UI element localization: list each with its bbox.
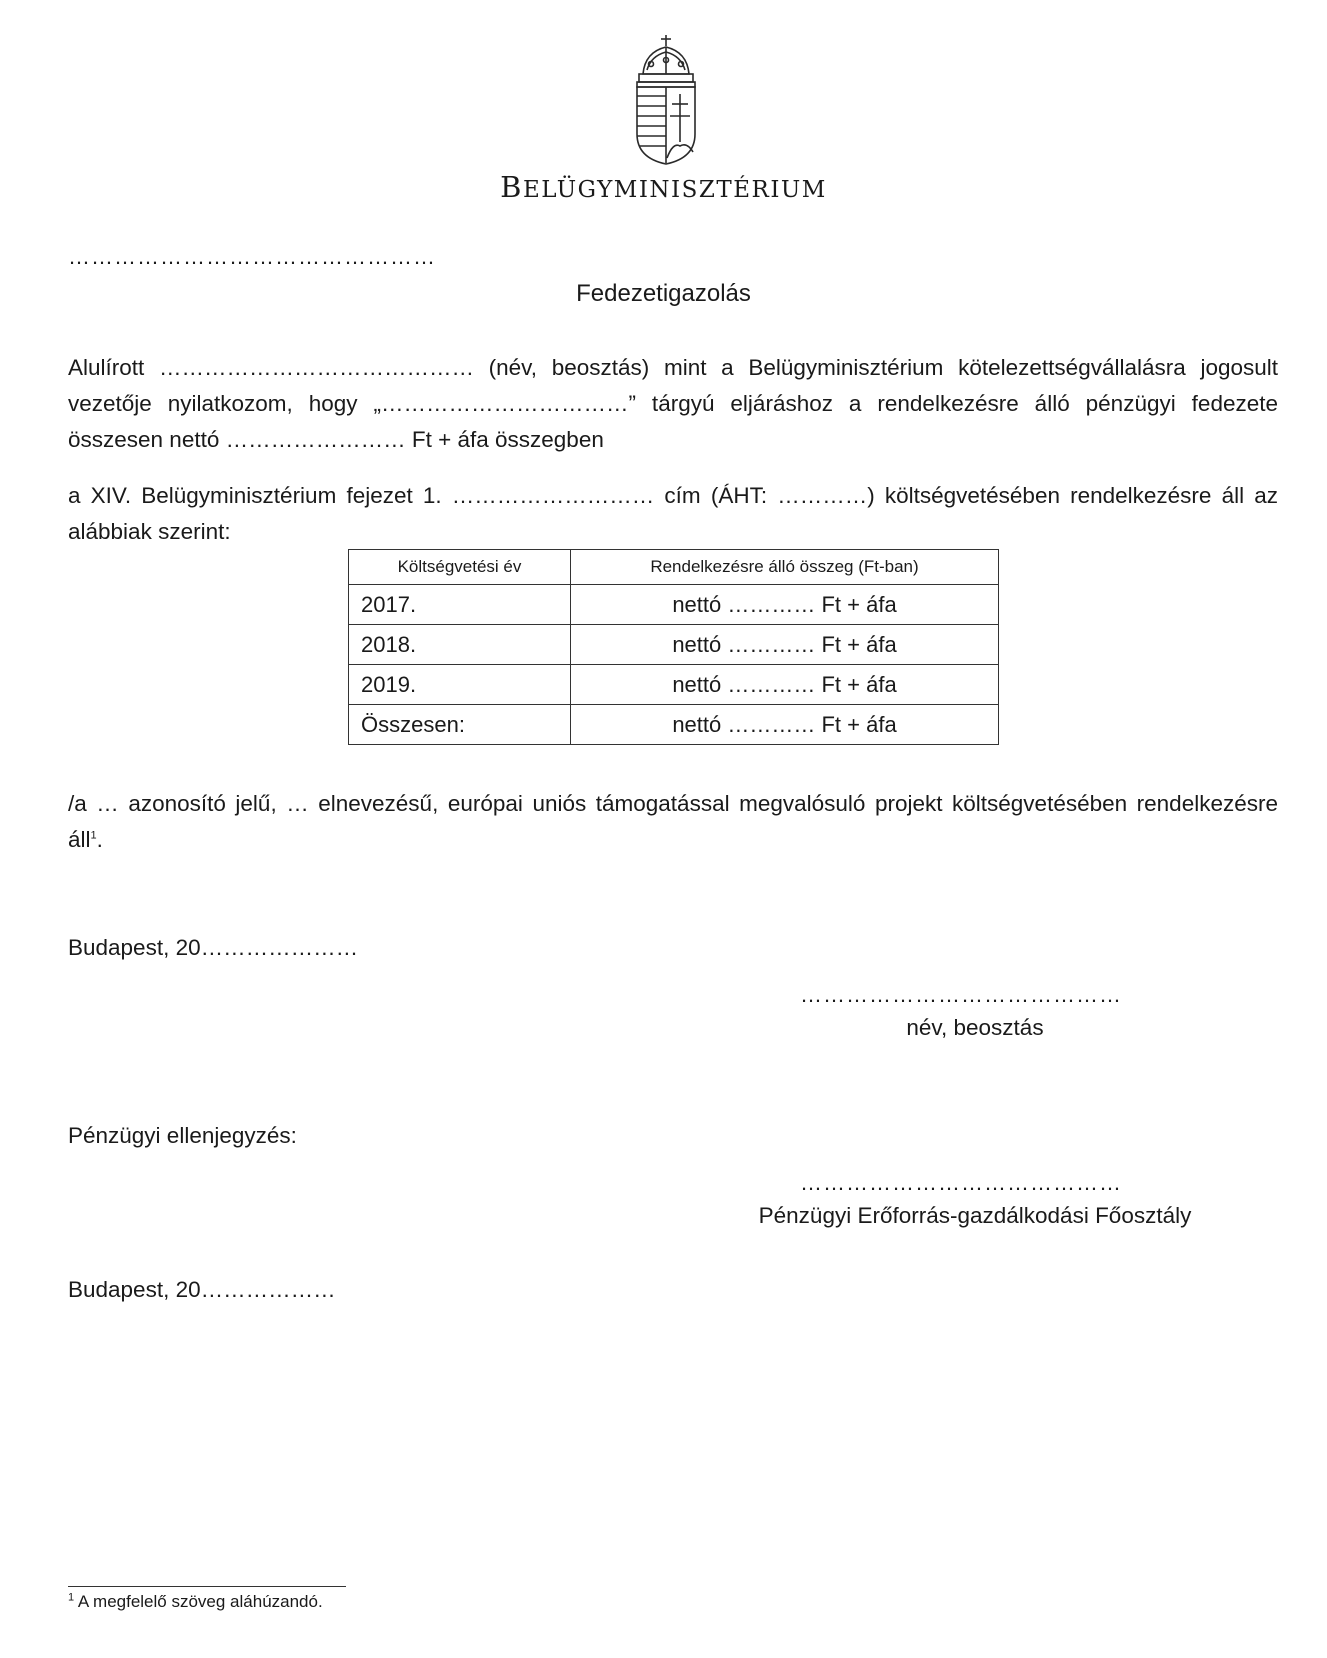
column-header-year: Költségvetési év xyxy=(349,550,571,585)
signature-label: név, beosztás xyxy=(906,1015,1044,1040)
table-row xyxy=(349,665,999,705)
table-row-total xyxy=(349,705,999,745)
eu-project-end: . xyxy=(96,827,103,852)
column-header-amount: Rendelkezésre álló összeg (Ft-ban) xyxy=(571,550,999,585)
eu-project-text: /a … azonosító jelű, … elnevezésű, európai uniós támogatással megvalósuló projekt költségvetésében rendelkezésre áll xyxy=(68,791,1278,852)
year-cell: Összesen: xyxy=(349,705,571,745)
table-row xyxy=(349,625,999,665)
amount-cell: nettó ………… Ft + áfa xyxy=(571,625,999,665)
footnote-text: A megfelelő szöveg aláhúzandó. xyxy=(74,1592,323,1611)
declaration-paragraph: Alulírott …………………………………… (név, beosztás) mint a Belügyminisztérium kötelezettségvállalásra jogosult vezetője nyilatkozom, hogy „……………………………” tárgyú eljáráshoz a rendelkezésre álló pénzügyi fedezete összesen nettó …………………… Ft + áfa összegben xyxy=(68,355,1278,452)
year-cell: 2017. xyxy=(349,585,571,625)
table-header-row xyxy=(349,550,999,585)
place-date-line-2: Budapest, 20……………… xyxy=(68,1277,336,1302)
budget-table xyxy=(348,549,999,745)
place-date-line: Budapest, 20………………… xyxy=(68,935,359,960)
financial-countersign-label: Pénzügyi ellenjegyzés: xyxy=(68,1123,297,1148)
eu-project-paragraph xyxy=(68,786,1278,858)
budget-chapter-paragraph: a XIV. Belügyminisztérium fejezet 1. ……………………… cím (ÁHT: …………) költségvetésében rendelkezésre áll az alábbiak szerint: xyxy=(68,483,1278,544)
amount-cell: nettó ………… Ft + áfa xyxy=(571,665,999,705)
footnote xyxy=(68,1592,323,1612)
year-cell: 2019. xyxy=(349,665,571,705)
footnote-mark: 1 xyxy=(68,1591,75,1604)
signature-line: …………………………………… xyxy=(800,982,1122,1007)
countersign-department-label: Pénzügyi Erőforrás-gazdálkodási Főosztály xyxy=(758,1203,1192,1228)
countersign-signature-line: …………………………………… xyxy=(800,1170,1122,1195)
coat-of-arms-logo xyxy=(633,34,699,166)
table-row xyxy=(349,585,999,625)
recipient-placeholder: ………………………………………… xyxy=(68,244,436,269)
footnote-reference: 1 xyxy=(90,829,97,842)
amount-cell: nettó ………… Ft + áfa xyxy=(571,585,999,625)
year-cell: 2018. xyxy=(349,625,571,665)
document-title: Fedezetigazolás xyxy=(576,280,751,307)
amount-cell: nettó ………… Ft + áfa xyxy=(571,705,999,745)
ministry-name: BELÜGYMINISZTÉRIUM xyxy=(500,170,827,204)
footnote-divider xyxy=(68,1586,346,1587)
